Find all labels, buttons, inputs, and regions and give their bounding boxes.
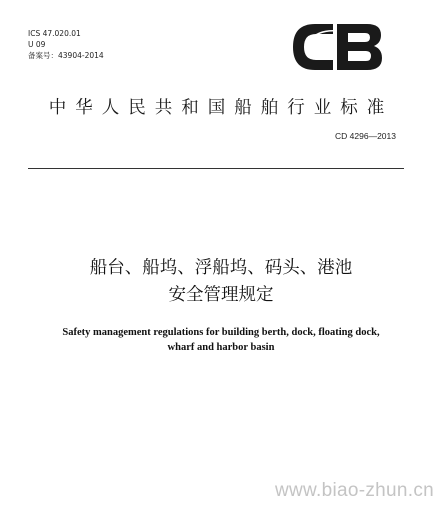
cb-logo-b-shape [337, 24, 382, 70]
classification-block [28, 28, 104, 61]
header-divider [28, 168, 404, 169]
site-watermark: www.biao-zhun.cn [275, 480, 434, 501]
document-title-english [0, 325, 442, 355]
title-cn-line-2: 安全管理规定 [168, 285, 274, 305]
ics-code: ICS 47.020.01 [28, 29, 81, 38]
title-en-line-2: wharf and harbor basin [167, 342, 275, 353]
standard-number: CD 4296—2013 [335, 131, 396, 141]
cb-logo-divider [333, 24, 336, 70]
title-cn-line-1: 船台、船坞、浮船坞、码头、港池 [89, 258, 353, 278]
cb-logo [289, 18, 385, 76]
standard-category-title: 中华人民共和国船舶行业标准 [48, 98, 394, 118]
record-number: 备案号：43904-2014 [28, 51, 104, 60]
document-title-chinese [0, 255, 442, 309]
title-en-line-1: Safety management regulations for building berth, dock, floating dock, [62, 327, 380, 338]
class-code: U 09 [28, 40, 46, 49]
